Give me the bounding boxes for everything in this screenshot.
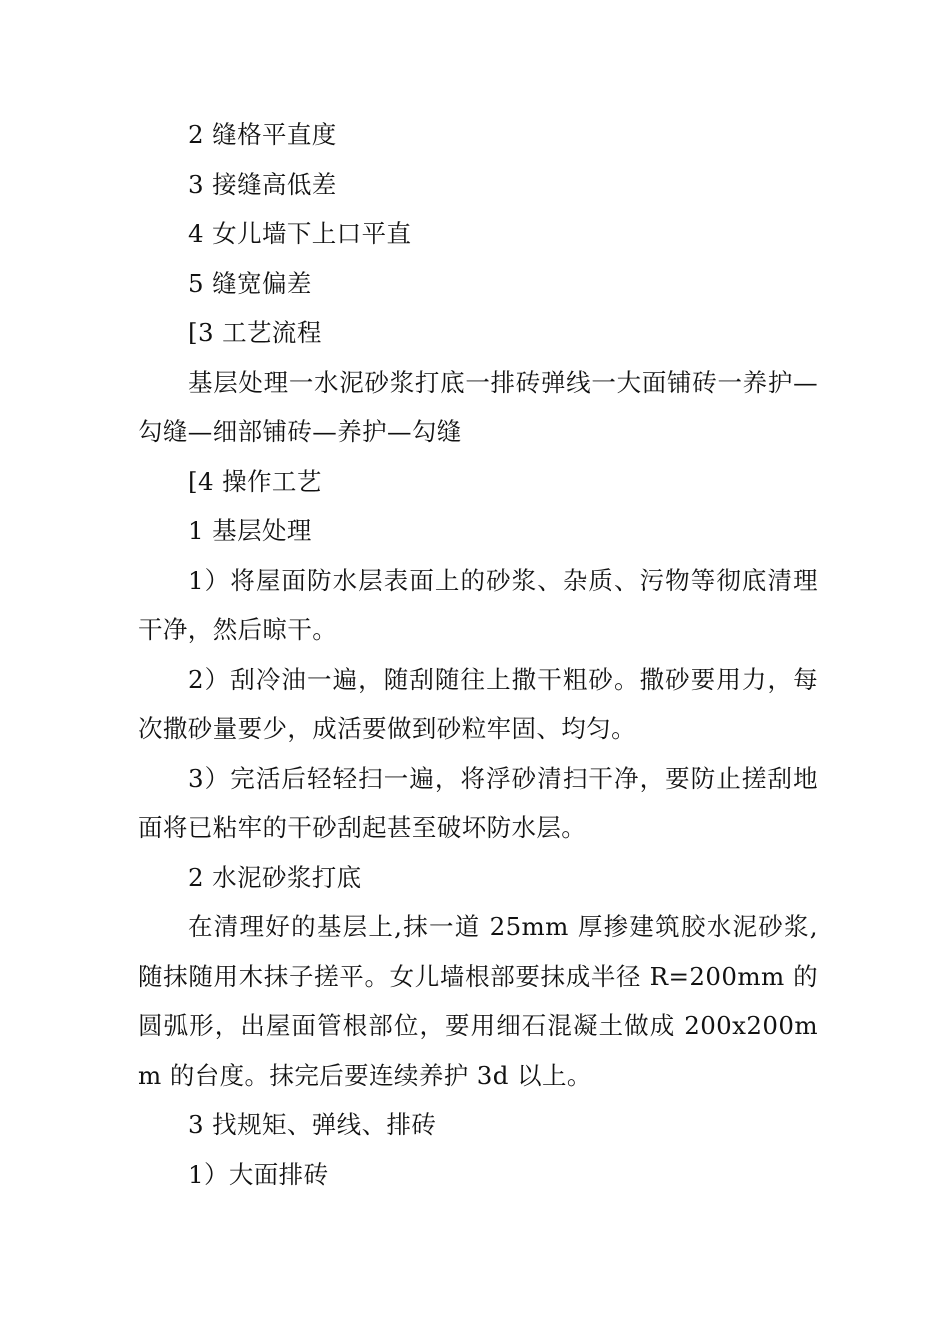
subheading-mortar-base: 2 水泥砂浆打底 <box>188 862 362 892</box>
subheading-base-treatment: 1 基层处理 <box>188 516 312 545</box>
section-heading-process-flow: [3 工艺流程 <box>188 318 322 347</box>
step-large-area-layout: 1）大面排砖 <box>188 1159 329 1189</box>
mortar-base-text: 在清理好的基层上,抹一道 25mm 厚掺建筑胶水泥砂浆,随抹随用木抹子搓平。女儿墙根部要抹成半径 R=200mm 的圆弧形，出屋面管根部位，要用细石混凝土做成 200x200mm 的台度。抹完后要连续养护 3d 以上。 <box>138 912 818 1090</box>
step-cold-oil: 2）刮冷油一遍，随刮随往上撒干粗砂。撒砂要用力，每次撒砂量要少，成活要做到砂粒牢固、均匀。 <box>138 664 818 743</box>
item-seam-width-deviation: 5 缝宽偏差 <box>188 268 312 298</box>
document-body <box>138 110 818 1199</box>
item-parapet-straightness: 4 女儿墙下上口平直 <box>188 219 412 248</box>
item-seam-straightness: 2 缝格平直度 <box>188 120 337 149</box>
section-heading-operation: [4 操作工艺 <box>188 466 322 496</box>
step-sweep: 3）完活后轻轻扫一遍，将浮砂清扫干净，要防止搓刮地面将已粘牢的干砂刮起甚至破坏防水层。 <box>138 763 818 842</box>
subheading-layout: 3 找规矩、弹线、排砖 <box>188 1110 437 1139</box>
step-clean-surface: 1）将屋面防水层表面上的砂浆、杂质、污物等彻底清理干净，然后晾干。 <box>138 565 818 644</box>
process-flow-text: 基层处理一水泥砂浆打底一排砖弹线一大面铺砖一养护—勾缝—细部铺砖—养护—勾缝 <box>138 367 818 446</box>
item-joint-height-difference: 3 接缝高低差 <box>188 169 337 199</box>
